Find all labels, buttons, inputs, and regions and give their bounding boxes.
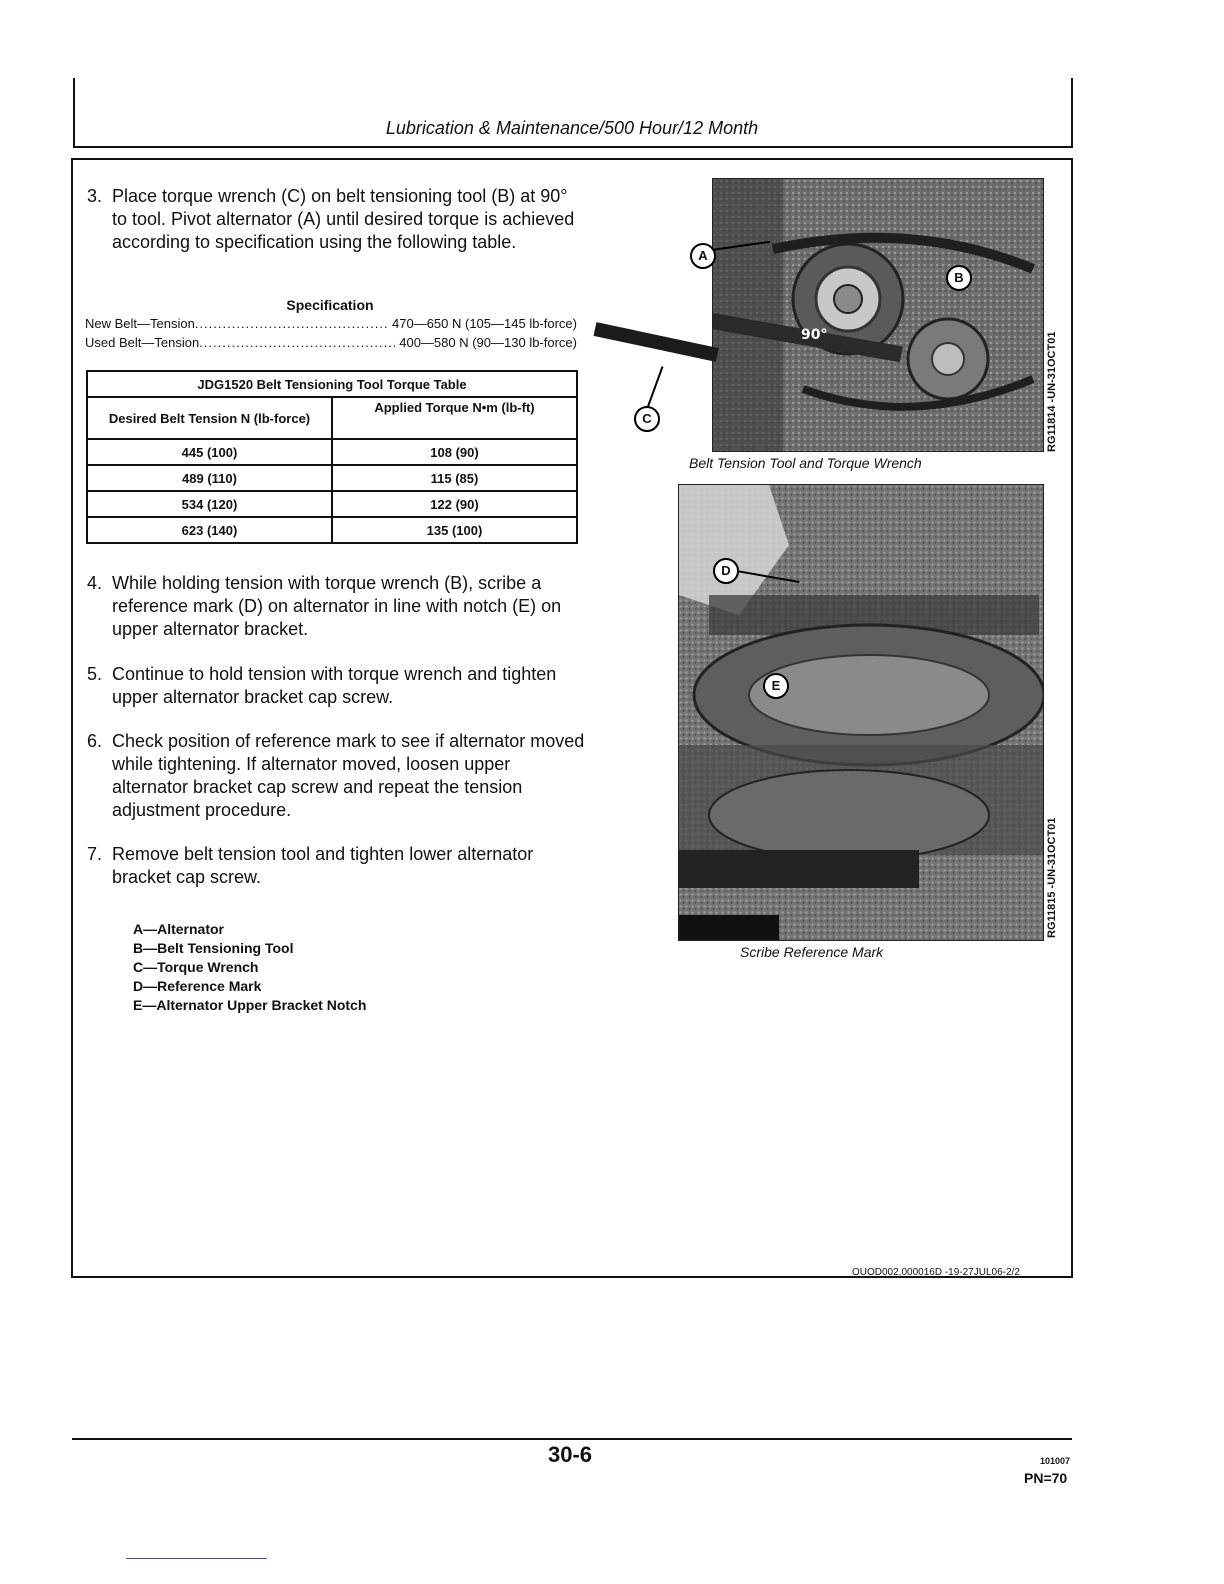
footer-pn: PN=70 (1024, 1470, 1068, 1486)
torque-table-title: JDG1520 Belt Tensioning Tool Torque Table (87, 371, 577, 397)
spec-label: Used Belt—Tension (85, 335, 200, 350)
spec-row (85, 335, 577, 350)
step-text: Continue to hold tension with torque wrench and tighten upper alternator bracket cap screw. (112, 664, 557, 707)
callout-b: B (946, 265, 972, 291)
step-4 (87, 572, 587, 641)
step-text: Check position of reference mark to see if alternator moved while tightening. If alternator moved, loosen upper alternator bracket cap screw and repeat the tension adjustment procedure. (112, 731, 585, 820)
alternator-illustration (679, 485, 1043, 940)
step-number: 5. (87, 664, 103, 684)
legend-item: E—Alternator Upper Bracket Notch (133, 997, 367, 1013)
step-7 (87, 843, 587, 889)
step-text: Place torque wrench (C) on belt tensioning tool (B) at 90° to tool. Pivot alternator (A) until desired torque is achieved according to specification using the following table. (112, 186, 575, 252)
spec-label: New Belt—Tension (85, 316, 195, 331)
legend-item: A—Alternator (133, 921, 225, 937)
table-row (87, 465, 577, 491)
spec-title: Specification (286, 297, 374, 313)
engine-illustration (713, 179, 1043, 451)
header-rule (73, 146, 1073, 148)
table-row (87, 491, 577, 517)
step-text: While holding tension with torque wrench (B), scribe a reference mark (D) on alternator in line with notch (E) on upper alternator bracket. (112, 573, 562, 639)
footer-rule (72, 1438, 1072, 1440)
figure-caption: Belt Tension Tool and Torque Wrench (689, 455, 922, 471)
torque-table (86, 370, 578, 544)
step-text: Remove belt tension tool and tighten lower alternator bracket cap screw. (112, 844, 534, 887)
page-number: 30-6 (548, 1442, 593, 1467)
dot-leader (195, 316, 388, 331)
table-row (87, 439, 577, 465)
figure-caption: Scribe Reference Mark (740, 944, 884, 960)
belt-tension-photo (712, 178, 1044, 452)
torque-table-header: Applied Torque N•m (lb-ft) (332, 397, 577, 439)
spec-value: 400—580 N (90—130 lb-force) (399, 335, 577, 350)
table-cell: 122 (90) (332, 491, 577, 517)
callout-legend (133, 920, 366, 1015)
step-number: 3. (87, 186, 103, 206)
torque-table-header: Desired Belt Tension N (lb-force) (87, 397, 332, 439)
table-cell: 489 (110) (87, 465, 332, 491)
step-number: 6. (87, 731, 103, 751)
callout-a: A (690, 243, 716, 269)
callout-e: E (763, 673, 789, 699)
step-3 (87, 185, 587, 254)
spec-row (85, 316, 577, 331)
legend-item: B—Belt Tensioning Tool (133, 940, 294, 956)
footer-code: 101007 (1040, 1456, 1071, 1466)
table-cell: 445 (100) (87, 439, 332, 465)
reference-mark-photo (678, 484, 1044, 941)
spec-value: 470—650 N (105—145 lb-force) (392, 316, 577, 331)
table-cell: 534 (120) (87, 491, 332, 517)
step-number: 7. (87, 844, 103, 864)
legend-item: C—Torque Wrench (133, 959, 259, 975)
step-number: 4. (87, 573, 103, 593)
callout-c: C (634, 406, 660, 432)
table-row (87, 517, 577, 543)
table-cell: 108 (90) (332, 439, 577, 465)
step-5 (87, 663, 587, 709)
image-id: RG11814 -UN-31OCT01 (1046, 331, 1058, 452)
bottom-accent-line (126, 1558, 267, 1559)
image-id: RG11815 -UN-31OCT01 (1046, 817, 1058, 938)
step-6 (87, 730, 587, 822)
document-id: OUOD002,000016D -19-27JUL06-2/2 (852, 1267, 1020, 1278)
angle-label: 90° (801, 327, 828, 343)
callout-d: D (713, 558, 739, 584)
page-header-title: Lubrication & Maintenance/500 Hour/12 Month (385, 118, 759, 138)
dot-leader (199, 335, 395, 350)
table-cell: 115 (85) (332, 465, 577, 491)
table-cell: 135 (100) (332, 517, 577, 543)
table-cell: 623 (140) (87, 517, 332, 543)
legend-item: D—Reference Mark (133, 978, 262, 994)
